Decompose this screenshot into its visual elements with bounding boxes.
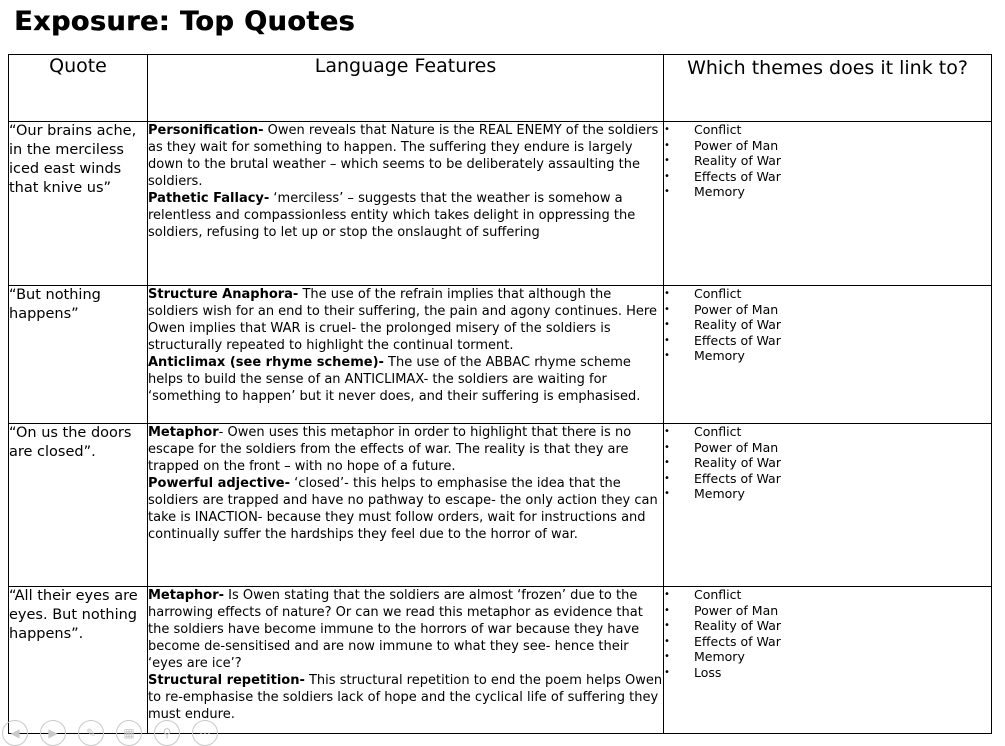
- feature-block: [148, 122, 663, 190]
- features-cell: [148, 122, 664, 286]
- theme-item: • Power of Man: [694, 302, 991, 318]
- themes-cell: [664, 286, 992, 424]
- slides-icon[interactable]: ▦: [116, 720, 142, 746]
- feature-block: [148, 475, 663, 543]
- feature-text: This structural repetition to end the poem helps Owen to re-emphasise the soldiers lack of hope and the cyclical life of suffering they must endure.: [148, 673, 663, 722]
- table-row: [9, 424, 992, 587]
- theme-item: • Memory: [694, 486, 991, 502]
- theme-item: • Power of Man: [694, 440, 991, 456]
- feature-text: The use of the refrain implies that although the soldiers wish for an end to their suffering, the pain and agony continues. Here Owen implies that WAR is cruel- the prolonged misery of the soldiers is structurally repeated to highlight the continual torment.: [148, 287, 657, 353]
- themes-cell: [664, 424, 992, 587]
- feature-block: [148, 190, 663, 241]
- theme-item: • Conflict: [694, 286, 991, 302]
- zoom-icon[interactable]: ⚲: [154, 720, 180, 746]
- theme-item: • Power of Man: [694, 138, 991, 154]
- quote-cell: “But nothing happens”: [9, 286, 148, 424]
- table-row: [9, 286, 992, 424]
- table-row: [9, 587, 992, 734]
- slideshow-toolbar: [2, 722, 218, 744]
- theme-item: • Memory: [694, 649, 991, 665]
- feature-text: ‘merciless’ – suggests that the weather is somehow a relentless and compassionless entity which takes delight in oppressing the soldiers, refusing to let up or stop the onslaught of suffering: [148, 191, 636, 240]
- theme-item: • Memory: [694, 348, 991, 364]
- feature-text: - Owen uses this metaphor in order to highlight that there is no escape for the soldiers from the effects of war. The reality is that they are trapped on the front – with no hope of a future.: [148, 425, 632, 474]
- table-row: [9, 122, 992, 286]
- next-icon[interactable]: ▶: [40, 720, 66, 746]
- theme-list: [664, 122, 991, 200]
- themes-header: Which themes does it link to?: [664, 55, 992, 122]
- theme-item: • Power of Man: [694, 603, 991, 619]
- feature-term: Pathetic Fallacy-: [148, 191, 270, 206]
- feature-term: Anticlimax (see rhyme scheme)-: [148, 355, 384, 370]
- theme-item: • Reality of War: [694, 153, 991, 169]
- theme-item: • Reality of War: [694, 618, 991, 634]
- feature-term: Powerful adjective-: [148, 476, 291, 491]
- feature-term: Metaphor-: [148, 588, 225, 603]
- feature-block: [148, 587, 663, 672]
- quote-cell: “Our brains ache, in the merciless iced east winds that knive us”: [9, 122, 148, 286]
- theme-item: • Effects of War: [694, 471, 991, 487]
- theme-list: [664, 286, 991, 364]
- theme-item: • Reality of War: [694, 317, 991, 333]
- pen-icon[interactable]: ✎: [78, 720, 104, 746]
- theme-item: • Conflict: [694, 587, 991, 603]
- features-cell: [148, 587, 664, 734]
- theme-item: • Reality of War: [694, 455, 991, 471]
- feature-term: Structure Anaphora-: [148, 287, 299, 302]
- quotes-table: [8, 54, 992, 734]
- theme-item: • Effects of War: [694, 634, 991, 650]
- feature-block: [148, 424, 663, 475]
- quote-cell: “All their eyes are eyes. But nothing happens”.: [9, 587, 148, 734]
- feature-text: ‘closed’- this helps to emphasise the idea that the soldiers are trapped and have no pathway to escape- the only action they can take is INACTION- because they must follow orders, wait for instructions and continually suffer the hardships they feel due to the horror of war.: [148, 476, 658, 542]
- theme-list: [664, 424, 991, 502]
- quote-header: Quote: [9, 55, 148, 122]
- themes-cell: [664, 122, 992, 286]
- feature-term: Metaphor: [148, 425, 219, 440]
- feature-block: [148, 672, 663, 723]
- feature-block: [148, 354, 663, 405]
- feature-term: Structural repetition-: [148, 673, 305, 688]
- theme-item: • Effects of War: [694, 333, 991, 349]
- more-icon[interactable]: ⋯: [192, 720, 218, 746]
- feature-text: Owen reveals that Nature is the REAL ENEMY of the soldiers as they wait for something to happen. The suffering they endure is largely down to the brutal weather – which seems to be deliberately assaulting the soldiers.: [148, 123, 659, 189]
- header-row: [9, 55, 992, 122]
- theme-item: • Effects of War: [694, 169, 991, 185]
- features-cell: [148, 424, 664, 587]
- theme-item: • Loss: [694, 665, 991, 681]
- theme-list: [664, 587, 991, 680]
- theme-item: • Conflict: [694, 122, 991, 138]
- features-cell: [148, 286, 664, 424]
- page-title: Exposure: Top Quotes: [14, 6, 355, 37]
- theme-item: • Conflict: [694, 424, 991, 440]
- theme-item: • Memory: [694, 184, 991, 200]
- feature-text: The use of the ABBAC rhyme scheme helps to build the sense of an ANTICLIMAX- the soldiers are waiting for ‘something to happen’ but it never does, and their suffering is emphasised.: [148, 355, 641, 404]
- feature-block: [148, 286, 663, 354]
- themes-cell: [664, 587, 992, 734]
- features-header: Language Features: [148, 55, 664, 122]
- quote-cell: “On us the doors are closed”.: [9, 424, 148, 587]
- previous-icon[interactable]: ◀: [2, 720, 28, 746]
- feature-term: Personification-: [148, 123, 264, 138]
- feature-text: Is Owen stating that the soldiers are almost ‘frozen’ due to the harrowing effects of nature? Or can we read this metaphor as evidence that the soldiers have become immune to the horrors of war because they have become de-sensitised and are now immune to what they see- hence their ‘eyes are ice’?: [148, 588, 643, 671]
